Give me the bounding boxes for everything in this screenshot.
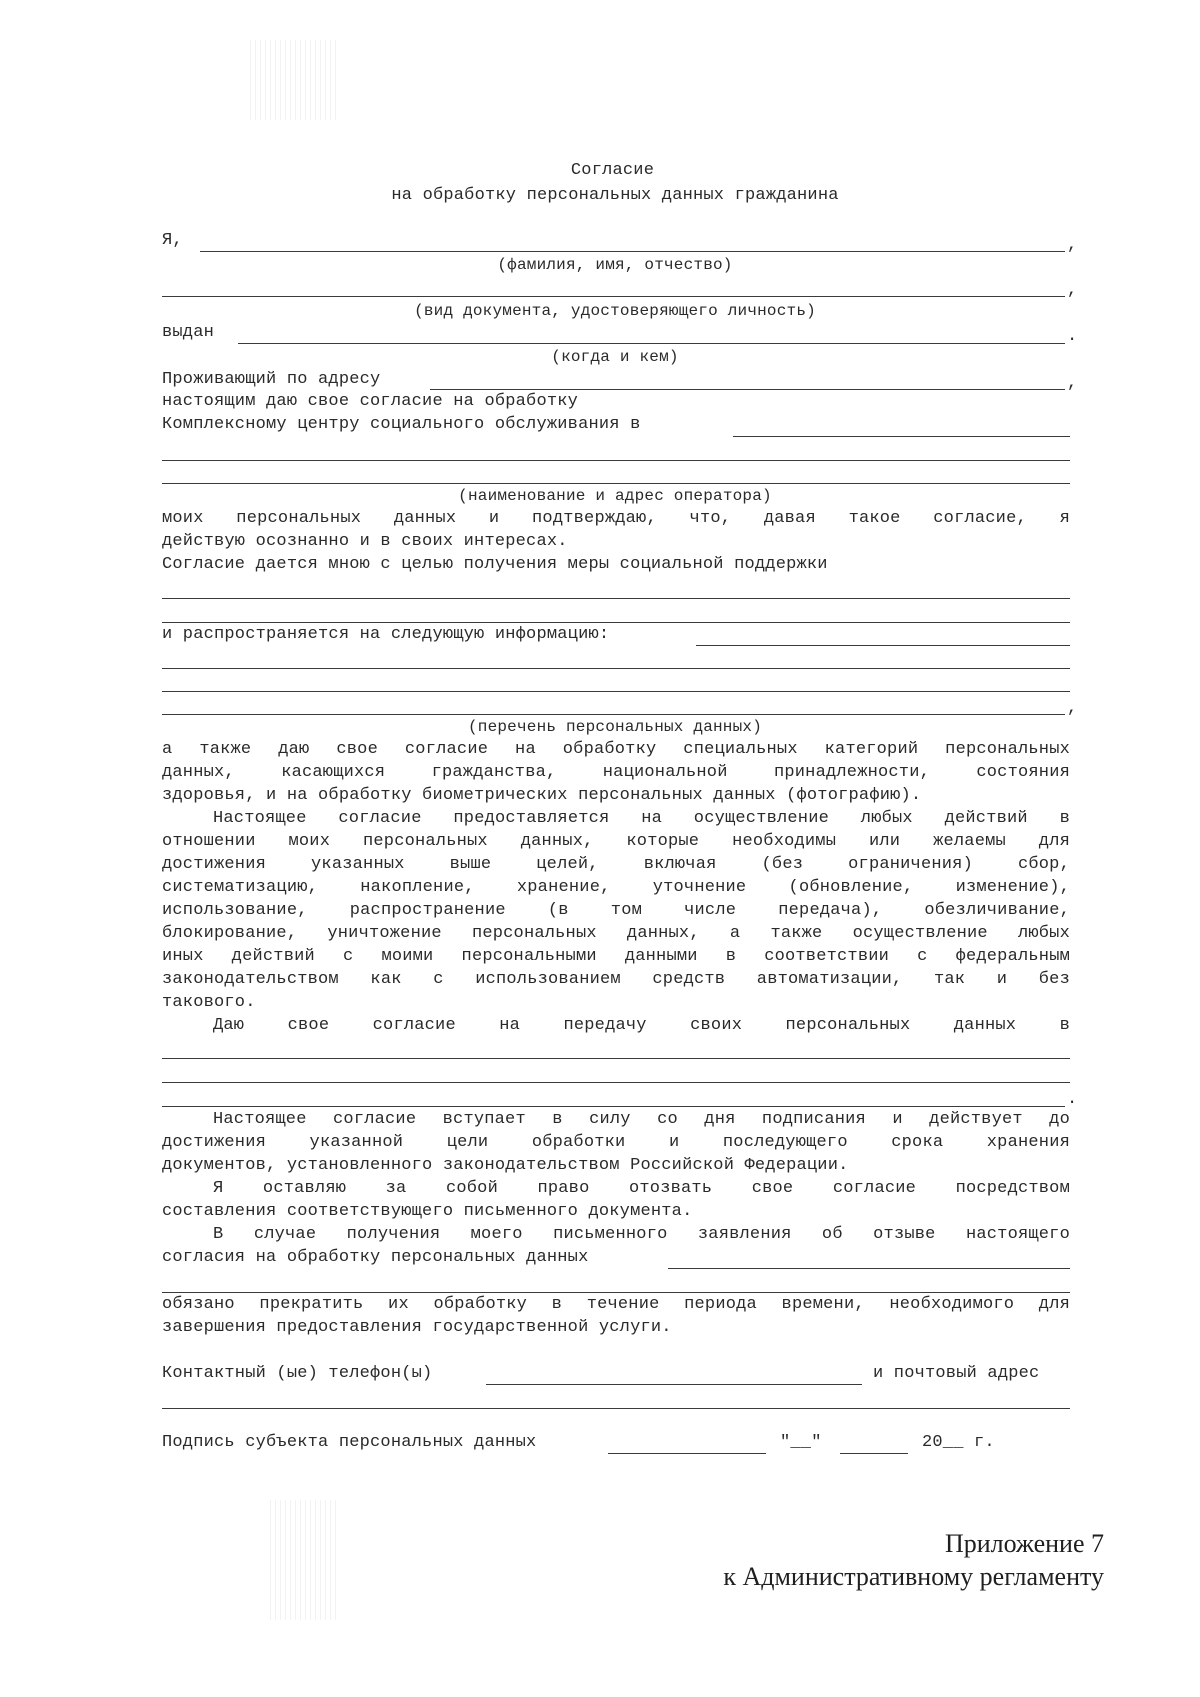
validity-line: Настоящее согласие вступает в силу со дня подписания и действует до [213,1110,1070,1129]
address-input-line[interactable] [430,389,1065,390]
comma: , [1067,699,1078,718]
withdraw-line: согласия на обработку персональных данных [162,1248,589,1267]
para1-line2: действую осознанно и в своих интересах. [162,532,568,551]
para1-line1: моих персональных данных и подтверждаю, что, давая такое согласие, я [162,509,1070,528]
issued-hint: (когда и кем) [551,348,679,366]
ya-label: Я, [162,231,183,250]
info-input-line-4[interactable] [162,714,1065,715]
actions-line: отношении моих персональных данных, которые необходимы или желаемы для [162,832,1070,851]
actions-line: иных действий с моими персональными данными в соответствии с федеральным [162,947,1070,966]
signature-year: 20__ г. [922,1433,995,1452]
transfer-input-line-2[interactable] [162,1082,1070,1083]
withdraw-input-line[interactable] [668,1268,1070,1269]
revoke-line: составления соответствующего письменного документа. [162,1202,693,1221]
fio-hint: (фамилия, имя, отчество) [497,256,733,274]
transfer-input-line[interactable] [162,1058,1070,1059]
actions-line: Настоящее согласие предоставляется на осуществление любых действий в [213,809,1070,828]
validity-line: документов, установленного законодательством Российской Федерации. [162,1156,849,1175]
phone-input-line[interactable] [486,1384,862,1385]
document-hint: (вид документа, удостоверяющего личность) [414,302,816,320]
info-input-line-3[interactable] [162,691,1070,692]
validity-line: достижения указанной цели обработки и последующего срока хранения [162,1133,1070,1152]
period: . [1067,327,1078,346]
period: . [1067,1090,1078,1109]
document-title: Согласие [570,161,655,180]
transfer-line: Даю свое согласие на передачу своих персональных данных в [213,1016,1070,1035]
appendix-line2: к Административному регламенту [723,1562,1104,1591]
phone-label: Контактный (ые) телефон(ы) [162,1364,433,1383]
document-input-line[interactable] [162,296,1065,297]
comma: , [1067,236,1078,255]
operator-input-line[interactable] [162,460,1070,461]
vydan-label: выдан [162,323,215,342]
list-hint: (перечень персональных данных) [467,718,763,736]
para1-line3: Согласие дается мною с целью получения меры социальной поддержки [162,555,828,574]
stop-line: завершения предоставления государственной услуги. [162,1318,672,1337]
comma: , [1067,281,1078,300]
info-label: и распространяется на следующую информацию: [162,625,610,644]
purpose-input-line[interactable] [162,598,1070,599]
special-line: данных, касающихся гражданства, национальной принадлежности, состояния [162,763,1070,782]
operator-hint: (наименование и адрес оператора) [458,487,772,505]
center-input-line[interactable] [733,436,1070,437]
scan-noise [270,1500,340,1620]
info-input-line-2[interactable] [162,668,1070,669]
withdraw-input-line-2[interactable] [162,1292,1070,1293]
purpose-input-line-2[interactable] [162,622,1070,623]
stop-line: обязано прекратить их обработку в течение периода времени, необходимого для [162,1295,1070,1314]
signature-day: "__" [780,1433,822,1452]
actions-line: блокирование, уничтожение персональных данных, а также осуществление любых [162,924,1070,943]
transfer-input-line-3[interactable] [162,1106,1065,1107]
actions-line: законодательством как с использованием средств автоматизации, так и без [162,970,1070,989]
comma: , [1067,374,1078,393]
signature-input-line[interactable] [608,1453,766,1454]
appendix-line1: Приложение 7 [944,1529,1104,1558]
mail-input-line[interactable] [162,1408,1070,1409]
center-label: Комплексному центру социального обслуживания в [162,415,641,434]
operator-input-line-2[interactable] [162,483,1070,484]
actions-line: достижения указанных выше целей, включая (без ограничения) сбор, [162,855,1070,874]
special-line: здоровья, и на обработку биометрических персональных данных (фотографию). [162,786,922,805]
withdraw-line: В случае получения моего письменного заявления об отзыве настоящего [213,1225,1070,1244]
info-input-line[interactable] [696,645,1070,646]
document-subtitle: на обработку персональных данных гражданина [391,186,839,205]
actions-line: такового. [162,993,256,1012]
address-label: Проживающий по адресу [162,370,381,389]
issued-input-line[interactable] [238,343,1065,344]
mail-label: и почтовый адрес [873,1364,1040,1383]
actions-line: систематизацию, накопление, хранение, уточнение (обновление, изменение), [162,878,1070,897]
consent-line: настоящим даю свое согласие на обработку [162,392,579,411]
signature-month-line[interactable] [840,1453,908,1454]
scan-noise [250,40,340,120]
revoke-line: Я оставляю за собой право отозвать свое согласие посредством [213,1179,1070,1198]
special-line: а также даю свое согласие на обработку специальных категорий персональных [162,740,1070,759]
fio-input-line[interactable] [200,251,1065,252]
signature-label: Подпись субъекта персональных данных [162,1433,537,1452]
actions-line: использование, распространение (в том числе передача), обезличивание, [162,901,1070,920]
